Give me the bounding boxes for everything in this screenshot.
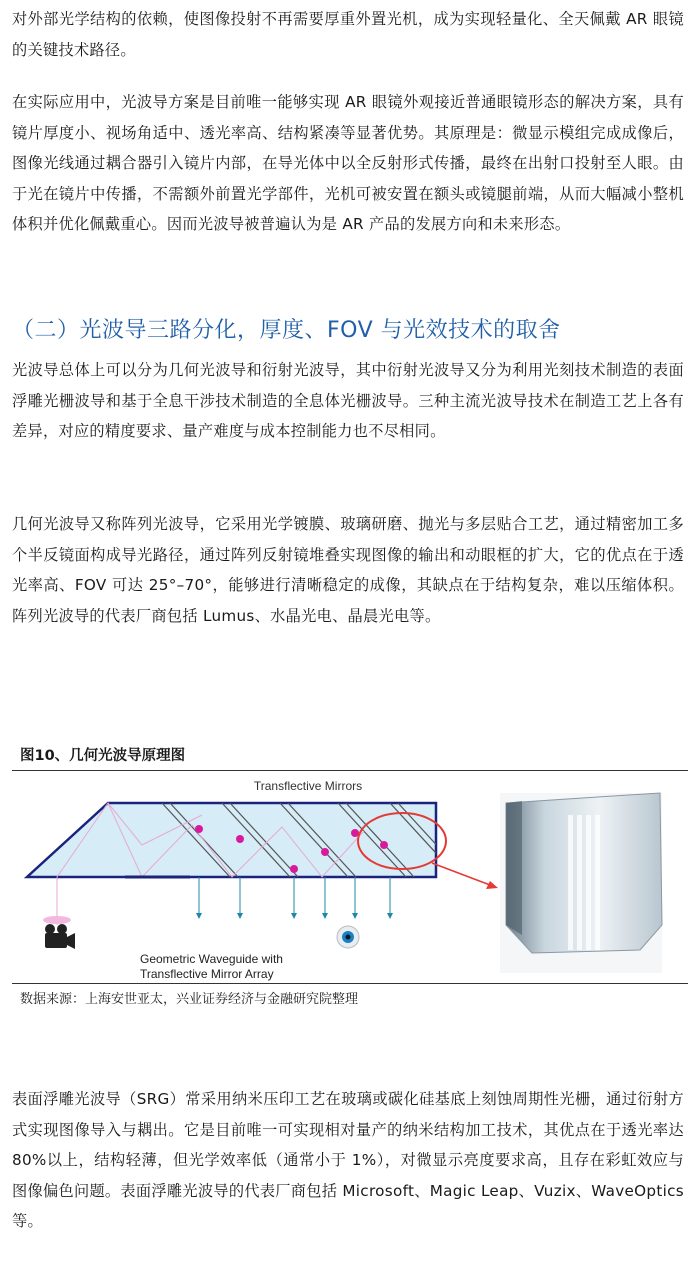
lens-photo (500, 793, 662, 973)
reflection-point-3 (290, 865, 298, 873)
paragraph-srg-waveguide: 表面浮雕光波导（SRG）常采用纳米压印工艺在玻璃或碳化硅基底上刻蚀周期性光栅，通过衍射方式实现图像导入与耦出。它是目前唯一可实现相对量产的纳米结构加工技术，其优点在于透光率达 80%以上，结构轻薄，但光学效率低（通常小于 1%），对微显示亮度要求高，且存在彩虹效应与图像偏色问题。表面浮雕光波导的代表厂商包括 Microsoft、Magic Leap、Vuzix、WaveOptics 等。 (12, 1090, 684, 1230)
reflection-point-2 (236, 835, 244, 843)
paragraph-intro-continued: 对外部光学结构的依赖，使图像投射不再需要厚重外置光机，成为实现轻量化、全天佩戴 AR 眼镜的关键技术路径。 (12, 10, 684, 59)
projector-light-spot (43, 916, 71, 924)
zoom-arrow-head (486, 881, 498, 889)
output-rays (199, 877, 390, 915)
paragraph-waveguide-advantages: 在实际应用中，光波导方案是目前唯一能够实现 AR 眼镜外观接近普通眼镜形态的解决方案，具有镜片厚度小、视场角适中、透光率高、结构紧凑等显著优势。其原理是：微显示模组完成成像后，图像光线通过耦合器引入镜片内部，在导光体中以全反射形式传播，最终在出射口投射至人眼。由于光在镜片中传播，不需额外前置光学部件，光机可被安置在额头或镜腿前端，从而大幅减小整机体积并优化佩戴重心。因而光波导被普遍认为是 AR 产品的发展方向和未来形态。 (12, 93, 684, 233)
figure-bottom-rule (12, 983, 688, 984)
figure-diagram (12, 775, 688, 981)
zoom-arrow-line (432, 863, 490, 885)
output-ray-arrows (196, 913, 393, 919)
reflection-point-6 (380, 841, 388, 849)
label-geometric-waveguide-line1: Geometric Waveguide with (140, 952, 283, 966)
figure-source: 数据来源：上海安世亚太，兴业证券经济与金融研究院整理 (20, 992, 359, 1007)
figure-title: 图10、几何光波导原理图 (20, 748, 186, 764)
figure-top-rule (12, 770, 688, 771)
reflection-point-1 (195, 825, 203, 833)
label-transflective-mirrors: Transflective Mirrors (253, 779, 363, 793)
projector-camera-icon (45, 924, 75, 949)
label-geometric-waveguide-line2: Transflective Mirror Array (140, 967, 274, 981)
paragraph-waveguide-types: 光波导总体上可以分为几何光波导和衍射光波导，其中衍射光波导又分为利用光刻技术制造的表面浮雕光栅波导和基于全息干涉技术制造的全息体光栅波导。三种主流光波导技术在制造工艺上各有差异，对应的精度要求、量产难度与成本控制能力也不尽相同。 (12, 361, 684, 440)
section-heading: （二）光波导三路分化，厚度、FOV 与光效技术的取舍 (12, 318, 561, 343)
reflection-point-4 (321, 848, 329, 856)
eye-icon (337, 926, 359, 948)
waveguide-diagram-svg (12, 775, 688, 981)
paragraph-geometric-waveguide: 几何光波导又称阵列光波导，它采用光学镀膜、玻璃研磨、抛光与多层贴合工艺，通过精密加工多个半反镜面构成导光路径，通过阵列反射镜堆叠实现图像的输出和动眼框的扩大，它的优点在于透光率高、FOV 可达 25°–70°，能够进行清晰稳定的成像，其缺点在于结构复杂，难以压缩体积。阵列光波导的代表厂商包括 Lumus、水晶光电、晶晨光电等。 (12, 515, 684, 625)
